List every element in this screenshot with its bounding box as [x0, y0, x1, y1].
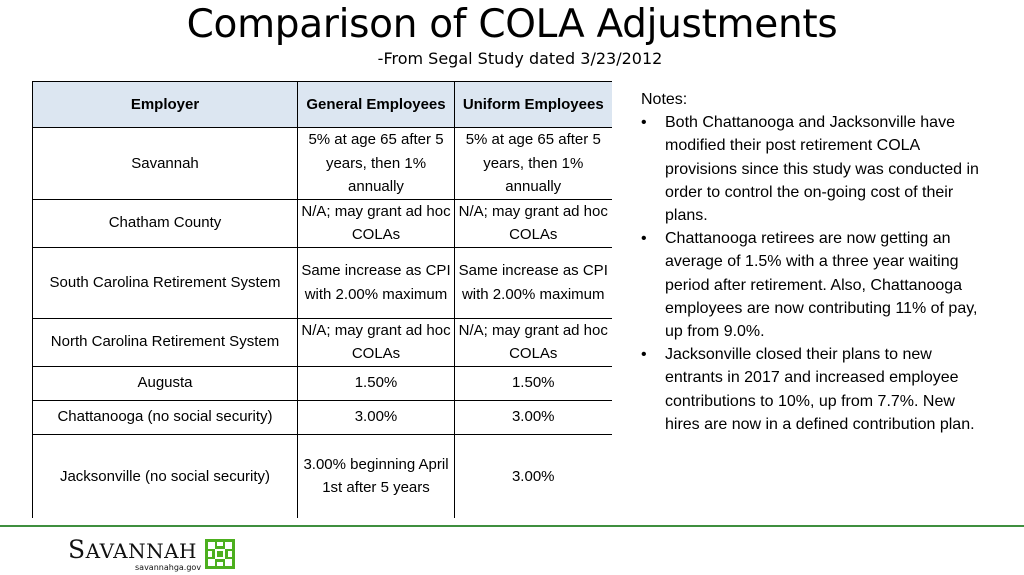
note-item: • Jacksonville closed their plans to new entrants in 2017 and increased employee contributions to 10%, up from 7.7%. New hires are now in a defined contribution plan.	[641, 343, 991, 436]
uniform-cell: N/A; may grant ad hoc COLAs	[455, 318, 612, 366]
general-cell: 3.00%	[298, 400, 455, 434]
general-cell: 5% at age 65 after 5 years, then 1% annually	[298, 128, 455, 200]
uniform-cell: N/A; may grant ad hoc COLAs	[455, 199, 612, 247]
header-employer: Employer	[33, 82, 298, 128]
header-general-employees: General Employees	[298, 82, 455, 128]
note-item: • Chattanooga retirees are now getting an average of 1.5% with a three year waiting period after retirement. Also, Chattanooga employees are now contributing 11% of pay, up from 9.0%.	[641, 227, 991, 343]
slide-subtitle: -From Segal Study dated 3/23/2012	[377, 49, 663, 68]
header-uniform-employees: Uniform Employees	[455, 82, 612, 128]
table-row	[33, 400, 612, 434]
employer-cell: Chatham County	[33, 199, 298, 247]
table-row	[33, 247, 612, 318]
table-row	[33, 199, 612, 247]
uniform-cell: 3.00%	[455, 434, 612, 518]
logo-wordmark: SAVANNAH	[68, 535, 198, 564]
table-header-row	[33, 82, 612, 128]
notes-heading: Notes:	[641, 91, 688, 108]
footer-divider	[0, 525, 1024, 527]
employer-cell: Jacksonville (no social security)	[33, 434, 298, 518]
table-row	[33, 128, 612, 200]
cola-comparison-table	[32, 81, 612, 518]
table-row	[33, 366, 612, 400]
employer-cell: Augusta	[33, 366, 298, 400]
table-row	[33, 434, 612, 518]
general-cell: 1.50%	[298, 366, 455, 400]
notes-panel	[641, 88, 991, 436]
employer-cell: Chattanooga (no social security)	[33, 400, 298, 434]
employer-cell: Savannah	[33, 128, 298, 200]
uniform-cell: 1.50%	[455, 366, 612, 400]
note-item: • Both Chattanooga and Jacksonville have modified their post retirement COLA provisions since this study was conducted in order to control the on-going cost of their plans.	[641, 111, 991, 227]
uniform-cell: 3.00%	[455, 400, 612, 434]
general-cell: 3.00% beginning April 1st after 5 years	[298, 434, 455, 518]
city-grid-icon	[205, 539, 235, 569]
uniform-cell: Same increase as CPI with 2.00% maximum	[455, 247, 612, 318]
general-cell: N/A; may grant ad hoc COLAs	[298, 199, 455, 247]
employer-cell: North Carolina Retirement System	[33, 318, 298, 366]
notes-list	[641, 111, 991, 436]
table-row	[33, 318, 612, 366]
slide-title: Comparison of COLA Adjustments	[186, 2, 838, 47]
general-cell: N/A; may grant ad hoc COLAs	[298, 318, 455, 366]
uniform-cell: 5% at age 65 after 5 years, then 1% annually	[455, 128, 612, 200]
general-cell: Same increase as CPI with 2.00% maximum	[298, 247, 455, 318]
logo-url: savannahga.gov	[135, 563, 202, 572]
employer-cell: South Carolina Retirement System	[33, 247, 298, 318]
